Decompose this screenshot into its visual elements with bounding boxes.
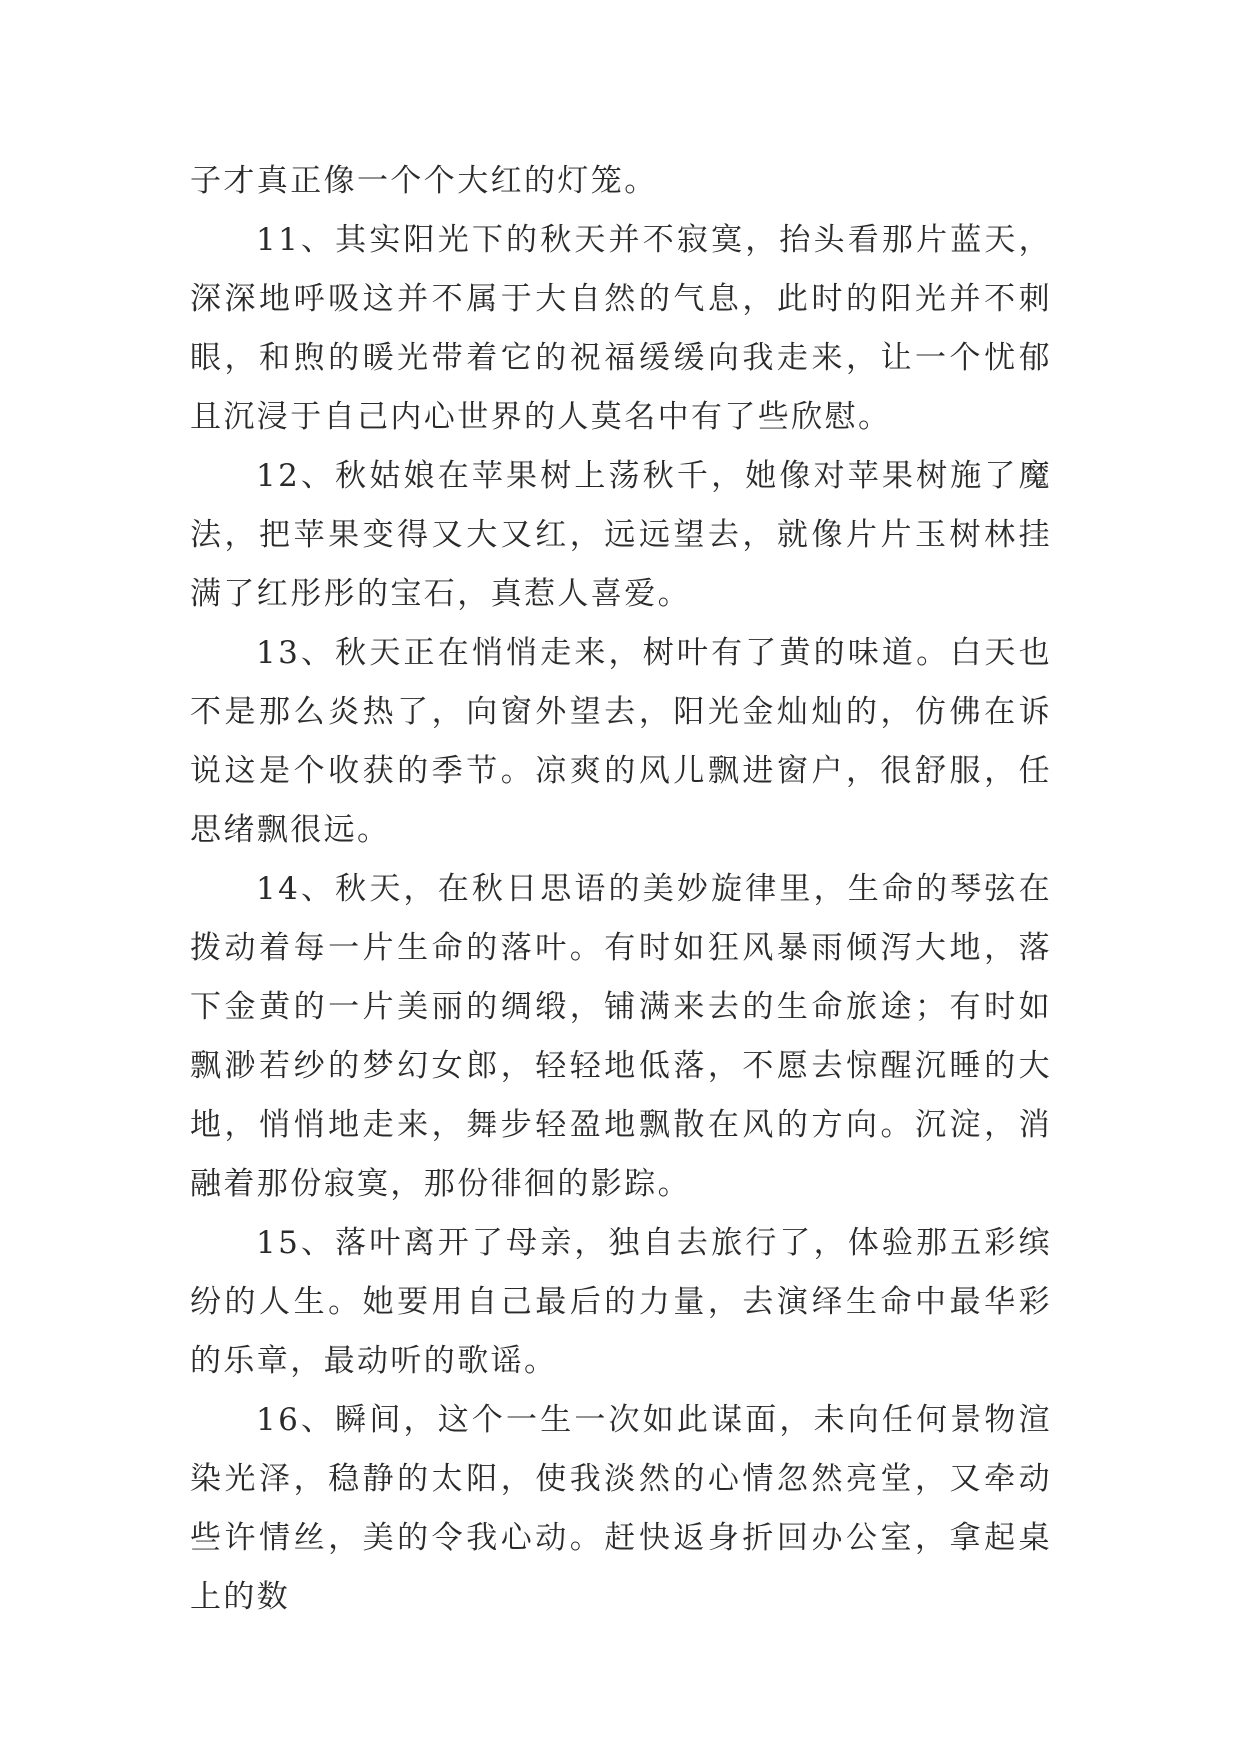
paragraph-continuation: 子才真正像一个个大红的灯笼。 (190, 163, 658, 199)
document-body (190, 152, 1052, 1627)
paragraph-15: 15、落叶离开了母亲，独自去旅行了，体验那五彩缤纷的人生。她要用自己最后的力量，去演绎生命中最华彩的乐章，最动听的歌谣。 (190, 1225, 1052, 1379)
paragraph-12: 12、秋姑娘在苹果树上荡秋千，她像对苹果树施了魔法，把苹果变得又大又红，远远望去，就像片片玉树林挂满了红彤彤的宝石，真惹人喜爱。 (190, 458, 1052, 612)
paragraph-11: 11、其实阳光下的秋天并不寂寞，抬头看那片蓝天，深深地呼吸这并不属于大自然的气息，此时的阳光并不刺眼，和煦的暖光带着它的祝福缓缓向我走来，让一个忧郁且沉浸于自己内心世界的人莫名中有了些欣慰。 (190, 222, 1052, 435)
paragraph-16: 16、瞬间，这个一生一次如此谋面，未向任何景物渲染光泽，稳静的太阳，使我淡然的心情忽然亮堂，又牵动些许情丝，美的令我心动。赶快返身折回办公室，拿起桌上的数 (190, 1402, 1052, 1615)
paragraph-13: 13、秋天正在悄悄走来，树叶有了黄的味道。白天也不是那么炎热了，向窗外望去，阳光金灿灿的，仿佛在诉说这是个收获的季节。凉爽的风儿飘进窗户，很舒服，任思绪飘很远。 (190, 635, 1052, 848)
paragraph-14: 14、秋天，在秋日思语的美妙旋律里，生命的琴弦在拨动着每一片生命的落叶。有时如狂风暴雨倾泻大地，落下金黄的一片美丽的绸缎，铺满来去的生命旅途；有时如飘渺若纱的梦幻女郎，轻轻地低落，不愿去惊醒沉睡的大地，悄悄地走来，舞步轻盈地飘散在风的方向。沉淀，消融着那份寂寞，那份徘徊的影踪。 (190, 871, 1052, 1202)
